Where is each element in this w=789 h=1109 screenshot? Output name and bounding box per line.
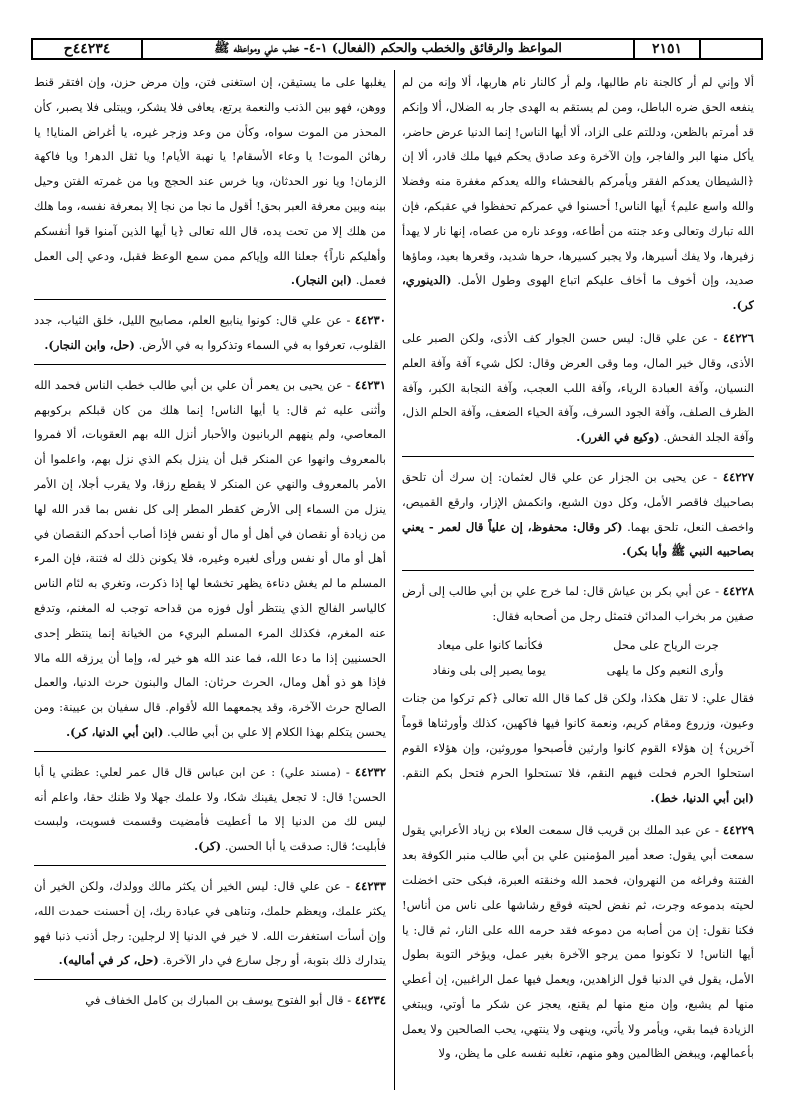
entry-text: - عن علي قال: ليس الخير أن يكثر مالك وولدك، ولكن الخير أن يكثر علمك، ويعظم حلمك، وتناهى في عبادة ربك، إن أحسنت حمدت الله، وإن أسأت استغفرت الله. لا خير في الدنيا إلا لرجلين: رجل أذنب ذنبا فهو يتدارك ذلك بتوبة، أو رجل سارع في دار الآخرة.: [34, 878, 386, 968]
entry-number: ٤٤٢٣٠: [354, 313, 386, 328]
entry-text: - (مسند علي) : عن ابن عباس قال قال عمر لعلي: عظني يا أبا الحسن! قال: لا تجعل يقينك شكا، ولا علمك جهلا ولا ظنك حقا، واعلم أنه ليس لك من الدنيا إلا ما أعطيت فأمضيت وقسمت فسويت، ولبست فأبليت؛ قال: صدقت يا أبا الحسن.: [34, 764, 386, 854]
hemistich: وأرى النعيم وكل ما يلهى: [606, 662, 724, 677]
page-number: ٢١٥١: [633, 40, 699, 58]
entry: [402, 818, 754, 1066]
entry-number: ٤٤٢٢٧: [722, 469, 754, 484]
right-column: [402, 70, 754, 1093]
hemistich: جرت الرياح على محل: [613, 637, 719, 652]
entry: [34, 760, 386, 866]
hadith-reference: ٤٤٢٣٤ح: [33, 40, 143, 58]
hemistich: فكأنما كانوا على ميعاد: [437, 637, 543, 652]
entry-text: - عن عبد الملك بن قريب قال سمعت العلاء بن زياد الأعرابي يقول سمعت أبي يقول: صعد أمير المؤمنين علي بن أبي طالب منبر الكوفة بعد الفتنة وفراغه من النهروان، فحمد الله وخنقته العبرة، فبكى حتى اخضلت لحيته بدموعه وجرت، ثم نفض لحيته فوقع رشاشها على ناس من أناس! فكنا نقول: إن من أصابه من دموعه فقد حرمه الله على النار، ثم قال: يا أيها الناس! لا تكونوا ممن يرجو الآخرة بغير عمل، ويؤخر التوبة بطول الأمل، يقول في الدنيا قول الزاهدين، ويعمل فيها عمل الراغبين، إن أعطي منها لم يشبع، وإن منع منها لم يقنع، يعجز عن شكر ما أوتي، ويبتغي الزيادة فيما بقي، ويأمر ولا يأتي، وينهى ولا ينتهي، يحب الصالحين ولا يعمل بأعمالهم، ويبغض الظالمين وهو منهم، تغلبه نفسه على ما يظن، ولا: [402, 823, 754, 1061]
entry-source: (حل، كر في أماليه).: [58, 953, 159, 968]
entry-text: - عن أبي بكر بن عياش قال: لما خرج علي بن أبي طالب إلى أرض صفين مر بخراب المدائن فتمثل رجل من أصحابه فقال:: [402, 584, 754, 623]
hemistich: يوما يصير إلى بلى ونفاد: [432, 662, 546, 677]
entry-number: ٤٤٢٢٦: [722, 330, 754, 345]
left-column: [34, 70, 386, 1093]
entry-source: (الدينوري، كر).: [402, 273, 754, 313]
entry: [402, 70, 754, 318]
entry-number: ٤٤٢٣١: [354, 377, 386, 392]
entry-source: (كر وقال: محفوظ، إن علياً قال لعمر - يعني بصاحبيه النبي ﷺ وأبا بكر).: [402, 519, 754, 559]
entry: [402, 579, 754, 810]
entry-number: ٤٤٢٣٣: [354, 878, 386, 893]
entry-source: (ابن أبي الدنيا، خط).: [650, 790, 754, 805]
entry-text: - عن علي قال: ليس حسن الجوار كف الأذى، ولكن الصبر على الأذى، وقال خير المال، وما وقى العرض وقال: لكل شيء آفة وآفة العلم النسيان، وآفة العبادة الرياء، وآفة اللب العجب، وآفة النجابة الكبر، وآفة الظرف الصلف، وآفة الجود السرف، وآفة الحياء الضعف، وآفة الحلم الذل، وآفة الجلد الفحش.: [402, 330, 754, 445]
entry-number: ٤٤٢٢٨: [722, 584, 754, 599]
entry-source: (ابن النجار).: [290, 273, 352, 288]
entry: [34, 308, 386, 365]
entry-number: ٤٤٢٣٢: [354, 764, 386, 779]
entry-text: - عن علي قال: كونوا ينابيع العلم، مصابيح الليل، خلق الثياب، جدد القلوب، تعرفوا به في السماء وتذكروا به في الأرض.: [34, 313, 386, 352]
chapter-title: المواعظ والرقائق والخطب والحكم (الفعال) ١-٤- خطب علي ومواعظه ﷺ: [214, 39, 562, 55]
entry-text: - عن يحيى بن الجزار عن علي قال لعثمان: إن سرك أن تلحق بصاحبيك فاقصر الأمل، وكل دون الشبع، وانكمش الإزار، وارقع القميص، واخصف النعل، تلحق بهما.: [402, 469, 754, 534]
column-divider: [394, 70, 395, 1090]
entry-text: يغلبها على ما يستيقن، إن استغنى فتن، وإن مرض حزن، وإن افتقر قنط ووهن، فهو بين الذنب والنعمة يرتع، يعافى فلا يشكر، ويبتلى فلا يصبر، كأن المحذر من الموت سواه، وكأن من وعد وزجر غيره، يا أغراض المنايا! يا رهائن الموت! يا وعاء الأسقام! يا نهبة الأيام! ويا ثقل الدهر! ويا فاكهة الزمان! ويا نور الحدثان، ويا خرس عند الحجج ويا من غمرته الفتن وحيل بينه وبين معرفة العبر بحق! أقول ما نجا من نجا إلا بمعرفة نفسه، وما هلك من هلك إلا من تحت يده، قال الله تعالى ﴿يا أيها الذين آمنوا قوا أنفسكم وأهليكم ناراً﴾ جعلنا الله وإياكم ممن سمع الوعظ فقبل، ودعي إلى العمل فعمل.: [34, 75, 386, 288]
entry-text: ألا وإني لم أر كالجنة نام طالبها، ولم أر كالنار نام هاربها، ألا وإنه من لم ينفعه الحق ضره الباطل، ومن لم يستقم به الهدى جار به الضلال، ألا وإنكم قد أمرتم بالظعن، ودللتم على الزاد، ألا أيها الناس! إنما الدنيا عرض حاضر، يأكل منها البر والفاجر، وإن الآخرة وعد صادق يحكم فيها ملك قادر، ألا إن ﴿الشيطان يعدكم الفقر ويأمركم بالفحشاء والله يعدكم مغفرة منه وفضلا والله واسع عليم﴾ أيها الناس! أحسنوا في عمركم تحفظوا في عقبكم، فإن الله تبارك وتعالى وعد جنته من أطاعه، ووعد ناره من عصاه، إنها نار لا يهدأ زفيرها، ولا يفك أسيرها، ولا يجبر كسيرها، حرها شديد، وقعرها بعيد، وماؤها صديد، وإن أخوف ما أخاف عليكم اتباع الهوى وطول الأمل.: [402, 75, 754, 288]
entry-source: (كر).: [194, 839, 222, 854]
entry: [34, 70, 386, 300]
entry-source: (وكيع في الغرر).: [576, 430, 660, 445]
entry: [34, 874, 386, 980]
entry-source: (حل، وابن النجار).: [44, 337, 135, 352]
entry: [34, 373, 386, 752]
poem: [402, 633, 754, 683]
entry-source: (ابن أبي الدنيا، كر).: [66, 724, 164, 739]
header-blank-cell: [699, 40, 761, 58]
poem-verse: [402, 658, 754, 683]
page-header: [31, 38, 763, 60]
entry-number: ٤٤٢٢٩: [722, 823, 754, 838]
entry-number: ٤٤٢٣٤: [354, 993, 386, 1008]
entry-text: فقال علي: لا تقل هكذا، ولكن قل كما قال الله تعالى ﴿كم تركوا من جنات وعيون، وزروع ومقام كريم، ونعمة كانوا فيها فاكهين، كذلك وأورثناها قوماً آخرين﴾ إن هؤلاء القوم كانوا وارثين فأصبحوا موروثين، وإن هؤلاء القوم استحلوا الحرم فحلت فيهم النقم، فلا تستحلوا الحرم فتحل بكم النقم.: [402, 691, 754, 780]
entry: [402, 326, 754, 457]
entry: [34, 988, 386, 1013]
poem-verse: [402, 633, 754, 658]
entry-text: - قال أبو الفتوح يوسف بن المبارك بن كامل الخفاف في: [85, 993, 352, 1008]
entry: [402, 465, 754, 571]
entry-text: - عن يحيى بن يعمر أن علي بن أبي طالب خطب الناس فحمد الله وأثنى عليه ثم قال: يا أيها الناس! إنما هلك من كان قبلكم بركوبهم المعاصي، ولم ينههم الربانيون والأحبار أنزل الله بهم العقوبات، ألا فمروا بالمعروف وانهوا عن المنكر قبل أن ينزل بكم الذي نزل بهم، واعلموا أن الأمر بالمعروف والنهي عن المنكر لا يقطع رزقا، ولا يقرب أجلا، إن الأمر ينزل من السماء إلى الأرض كقطر المطر إلى كل نفس بما قدر الله لها من زيادة أو نقصان في أهل أو مال أو نفس فإذا أصاب أحدكم النقصان في أهل أو مال أو نفس ورأى لغيره وغيره، فلا يكونن ذلك له فتنة، فإن المرء المسلم ما لم يغش دناءة يظهر تخشعا لها إذا ذكرت، وتغري به لئام الناس كالياسر الفالج الذي ينتظر أول فوزه من قداحه توجب له المغنم، وتدفع عنه المغرم، فكذلك المرء المسلم البريء من الخيانة إنما ينتظر إحدى الحسنيين إذا ما دعا الله، فما عند الله هو خير له، وإما أن يرزقه الله مالا فإذا هو ذو أهل ومال، الحرث حرثان: المال والبنون حرث الدنيا، والعمل الصالح حرث الآخرة، وقد يجمعهما الله لأقوام. قال سفيان بن عيينة: ومن يحسن يتكلم بهذا الكلام إلا علي بن أبي طالب.: [34, 377, 386, 739]
